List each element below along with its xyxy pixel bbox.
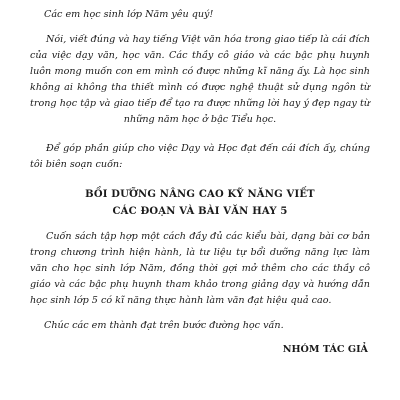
paragraph-description bbox=[30, 229, 370, 309]
book-title-line-2: CÁC ĐOẠN VÀ BÀI VĂN HAY 5 bbox=[112, 206, 288, 217]
paragraph-purpose-text: Để góp phần giúp cho việc Dạy và Học đạt đến cái đích ấy, chúng tôi biên soạn cuốn: bbox=[30, 143, 370, 170]
paragraph-intro-text: Nói, viết đúng và hay tiếng Việt văn hóa trong giao tiếp là cái đích của việc dạy văn, học văn. Các thầy cô giáo và các bậc phụ huynh luôn mong muốn con em mình có được những kĩ năng ấy. Là học sinh không ai không tha thiết mình có được nghệ thuật sử dụng ngôn từ trong học tập và giao tiếp để tạo ra được những lời hay ý đẹp ngay từ những năm học ở bậc Tiểu học. bbox=[30, 34, 370, 125]
greeting: Các em học sinh lớp Năm yêu quý! bbox=[44, 9, 214, 20]
book-title-line-1: BỒI DƯỠNG NÂNG CAO KỸ NĂNG VIẾT bbox=[85, 189, 315, 200]
closing-wish: Chúc các em thành đạt trên bước đường học vấn. bbox=[44, 320, 284, 331]
paragraph-intro bbox=[30, 32, 370, 128]
paragraph-purpose bbox=[30, 141, 370, 173]
paragraph-description-text: Cuốn sách tập hợp một cách đầy đủ các kiểu bài, dạng bài cơ bản trong chương trình hiện hành, là tư liệu tự bổi dưỡng năng lực làm văn cho học sinh lớp Năm, đồng thời gợi mở thêm cho các thầy cô giáo và các bậc phụ huynh tham khảo trong giảng dạy và hướng dẫn học sinh lớp 5 có kĩ năng thực hành làm văn đạt hiệu quả cao. bbox=[30, 231, 370, 306]
author-signature: NHÓM TÁC GIẢ bbox=[282, 344, 368, 355]
book-title bbox=[30, 186, 370, 220]
